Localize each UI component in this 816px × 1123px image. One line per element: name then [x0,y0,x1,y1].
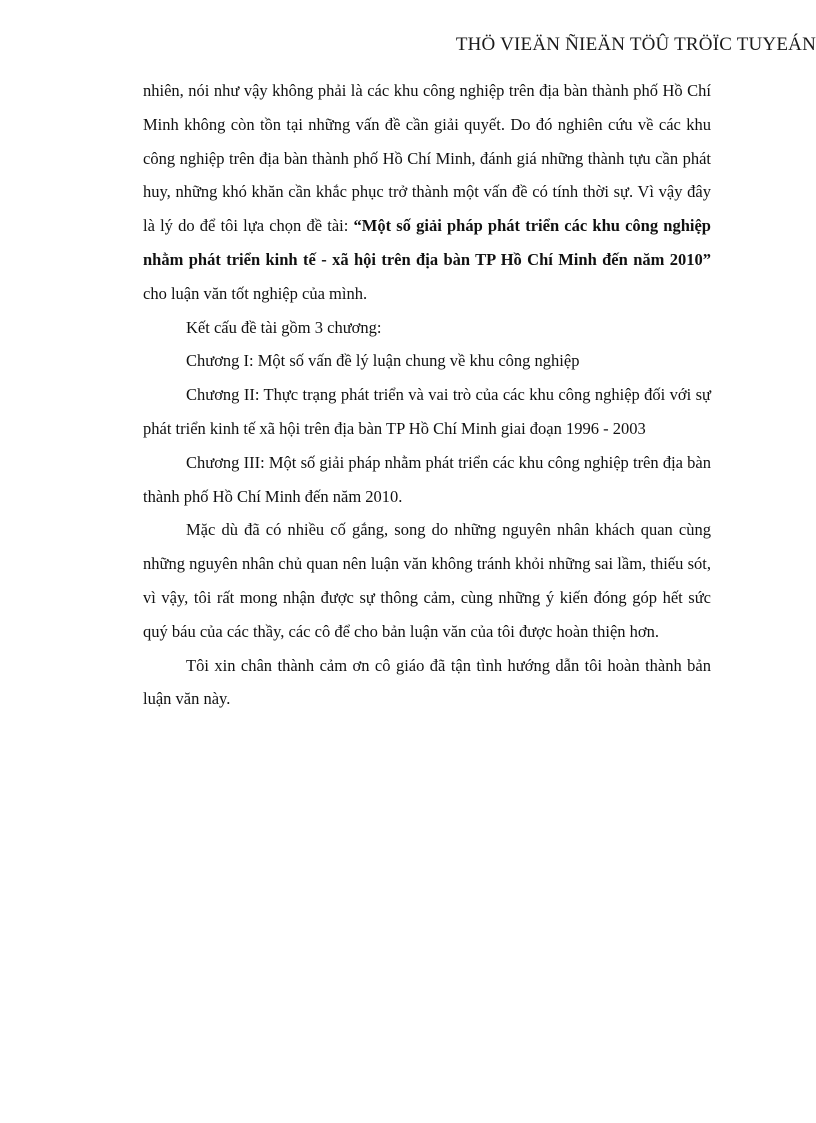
paragraph-thanks: Tôi xin chân thành cảm ơn cô giáo đã tận tình hướng dẫn tôi hoàn thành bản luận văn này. [143,655,711,709]
document-body [143,74,711,716]
paragraph-intro-end: cho luận văn tốt nghiệp của mình. [143,283,368,303]
paragraph-chapter-1: Chương I: Một số vấn đề lý luận chung về khu công nghiệp [186,351,580,371]
paragraph-chapter-2: Chương II: Thực trạng phát triển và vai trò của các khu công nghiệp đối với sự phát triển kinh tế xã hội trên địa bàn TP Hồ Chí Minh giai đoạn 1996 - 2003 [143,385,711,438]
paragraph-apology: Mặc dù đã có nhiều cố gắng, song do những nguyên nhân khách quan cùng những nguyên nhân chủ quan nên luận văn không tránh khỏi những sai lầm, thiếu sót, vì vậy, tôi rất mong nhận được sự thông cảm, cùng những ý kiến đóng góp hết sức quý báu của các thầy, các cô để cho bản luận văn của tôi được hoàn thiện hơn. [143,520,711,641]
thesis-title: “Một số giải pháp phát triển các khu công nghiệp nhằm phát triển kinh tế - xã hội trên địa bàn TP Hồ Chí Minh đến năm 2010” [143,216,711,269]
paragraph-intro-text: nhiên, nói như vậy không phải là các khu công nghiệp trên địa bàn thành phố Hồ Chí Minh không còn tồn tại những vấn đề cần giải quyết. Do đó nghiên cứu về các khu công nghiệp trên địa bàn thành phố Hồ Chí Minh, đánh giá những thành tựu cần phát huy, những khó khăn cần khắc phục trở thành một vấn đề có tính thời sự. Vì vậy đây là lý do để tôi lựa chọn đề tài: [143,81,711,236]
paragraph-structure: Kết cấu đề tài gồm 3 chương: [186,317,382,337]
page-header: THÖ VIEÄN ÑIEÄN TÖÛ TRÖÏC TUYEÁN [455,34,816,55]
paragraph-chapter-3: Chương III: Một số giải pháp nhằm phát triển các khu công nghiệp trên địa bàn thành phố Hồ Chí Minh đến năm 2010. [143,452,711,506]
paragraph-intro [143,74,711,311]
